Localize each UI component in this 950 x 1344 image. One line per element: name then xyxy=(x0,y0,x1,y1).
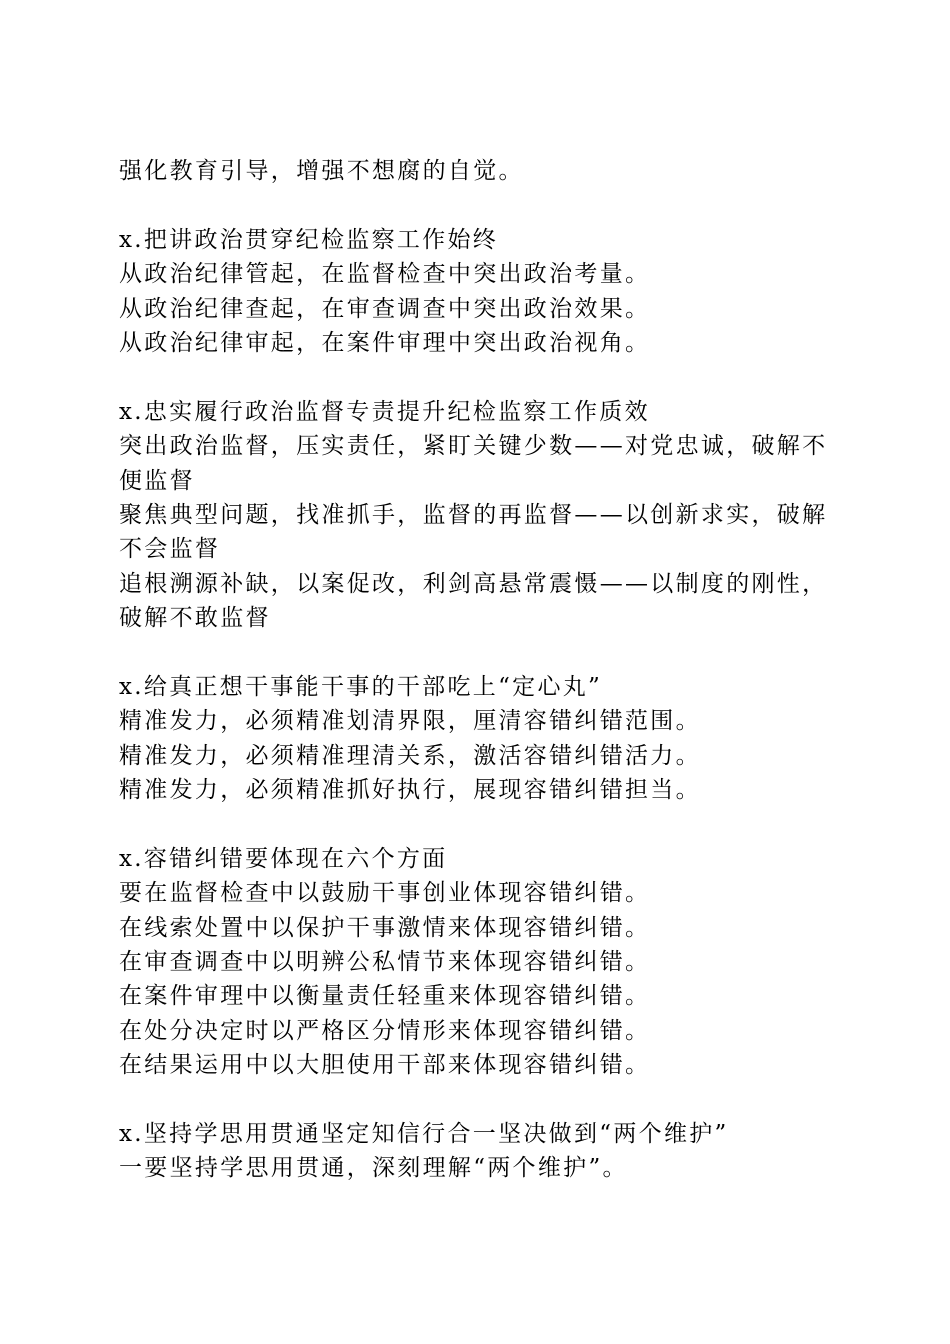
section-heading: x.给真正想干事能干事的干部吃上“定心丸” xyxy=(119,673,603,700)
body-line: 在处分决定时以严格区分情形来体现容错纠错。 xyxy=(119,1017,651,1044)
body-line: 精准发力，必须精准抓好执行，展现容错纠错担当。 xyxy=(119,777,701,804)
paragraph-gap xyxy=(119,635,839,669)
body-line: 强化教育引导，增强不想腐的自觉。 xyxy=(119,158,524,184)
body-line: 从政治纪律管起，在监督检查中突出政治考量。 xyxy=(119,261,651,288)
document-body xyxy=(119,154,839,1186)
section-heading: x.忠实履行政治监督专责提升纪检监察工作质效 xyxy=(119,398,650,425)
body-line: 从政治纪律审起，在案件审理中突出政治视角。 xyxy=(119,329,651,356)
body-line: 精准发力，必须精准理清关系，激活容错纠错活力。 xyxy=(119,742,701,769)
body-line: 在线索处置中以保护干事激情来体现容错纠错。 xyxy=(119,914,651,941)
body-line: 不会监督 xyxy=(119,536,221,563)
body-line: 突出政治监督，压实责任，紧盯关键少数——对党忠诚，破解不 xyxy=(119,433,828,460)
body-line: 从政治纪律查起，在审查调查中突出政治效果。 xyxy=(119,295,651,322)
body-line: 在结果运用中以大胆使用干部来体现容错纠错。 xyxy=(119,1052,651,1079)
body-line: 便监督 xyxy=(119,467,195,494)
body-line: 在审查调查中以明辨公私情节来体现容错纠错。 xyxy=(119,948,651,975)
section-heading: x.把讲政治贯穿纪检监察工作始终 xyxy=(119,226,499,253)
body-line: 一要坚持学思用贯通，深刻理解“两个维护”。 xyxy=(119,1155,628,1182)
body-line: 追根溯源补缺，以案促改，利剑高悬常震慑——以制度的刚性， xyxy=(119,570,828,597)
paragraph-gap xyxy=(119,1083,839,1117)
body-line: 在案件审理中以衡量责任轻重来体现容错纠错。 xyxy=(119,983,651,1010)
paragraph-gap xyxy=(119,360,839,394)
body-line: 聚焦典型问题，找准抓手，监督的再监督——以创新求实，破解 xyxy=(119,501,828,528)
body-line: 破解不敢监督 xyxy=(119,605,271,632)
body-line: 精准发力，必须精准划清界限，厘清容错纠错范围。 xyxy=(119,708,701,735)
body-line: 要在监督检查中以鼓励干事创业体现容错纠错。 xyxy=(119,880,651,907)
section-heading: x.坚持学思用贯通坚定知信行合一坚决做到“两个维护” xyxy=(119,1120,729,1147)
paragraph-gap xyxy=(119,807,839,841)
section-heading: x.容错纠错要体现在六个方面 xyxy=(119,845,448,872)
paragraph-gap xyxy=(119,188,839,222)
